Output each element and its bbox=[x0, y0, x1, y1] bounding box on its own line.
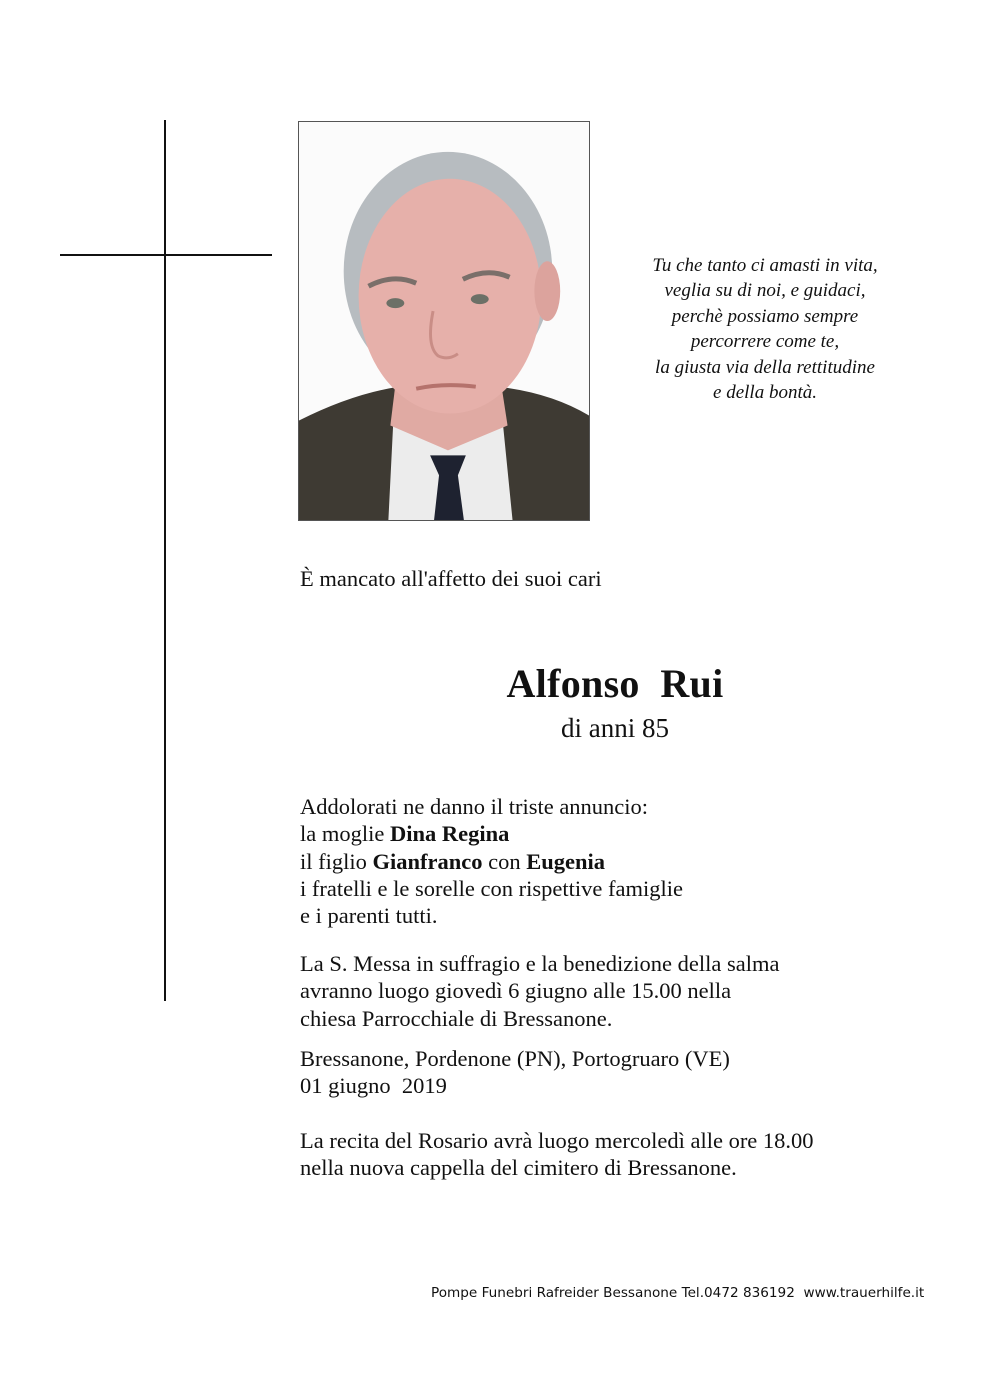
deceased-age: di anni 85 bbox=[561, 713, 669, 743]
wife-name: Dina Regina bbox=[389, 821, 510, 847]
intro-text: È mancato all'affetto dei suoi cari bbox=[300, 566, 602, 591]
date: 01 giugno 2019 bbox=[300, 1073, 447, 1099]
son-name: Gianfranco bbox=[372, 848, 483, 874]
announcement-line: i fratelli e le sorelle con rispettive famiglie bbox=[300, 875, 683, 901]
place-date-block bbox=[300, 1045, 730, 1100]
poem-line: veglia su di noi, e guidaci, bbox=[664, 280, 866, 302]
announcement-block bbox=[300, 793, 683, 929]
poem-line: e della bontà. bbox=[713, 382, 817, 404]
rosary-line: La recita del Rosario avrà luogo mercoledì alle ore 18.00 bbox=[300, 1128, 814, 1153]
memorial-poem bbox=[615, 253, 915, 405]
poem-line: la giusta via della rettitudine bbox=[655, 356, 875, 378]
mass-line: chiesa Parrocchiale di Bressanone. bbox=[300, 1005, 613, 1031]
mass-line: La S. Messa in suffragio e la benedizione della salma bbox=[300, 951, 780, 976]
poem-line: Tu che tanto ci amasti in vita, bbox=[652, 255, 878, 276]
son-conjunction: con bbox=[482, 848, 527, 874]
wife-prefix: la moglie bbox=[300, 821, 390, 847]
cross-vertical-bar bbox=[164, 120, 166, 1001]
announcement-line-son bbox=[300, 848, 683, 875]
portrait-photo-icon bbox=[299, 122, 589, 520]
portrait-photo bbox=[298, 121, 590, 521]
funeral-home-footer: Pompe Funebri Rafreider Bessanone Tel.0472 836192 www.trauerhilfe.it bbox=[431, 1285, 925, 1301]
announcement-line: e i parenti tutti. bbox=[300, 903, 438, 929]
poem-line: percorrere come te, bbox=[690, 331, 840, 353]
cross-horizontal-bar bbox=[60, 254, 272, 256]
places: Bressanone, Pordenone (PN), Portogruaro (VE) bbox=[300, 1046, 730, 1071]
announcement-line: Addolorati ne danno il triste annuncio: bbox=[300, 794, 649, 819]
poem-line: perchè possiamo sempre bbox=[671, 305, 859, 327]
rosary-line: nella nuova cappella del cimitero di Bressanone. bbox=[300, 1155, 737, 1181]
mass-line: avranno luogo giovedì 6 giugno alle 15.00 nella bbox=[300, 978, 732, 1004]
son-prefix: il figlio bbox=[300, 848, 373, 874]
announcement-line-wife bbox=[300, 820, 683, 847]
deceased-name: Alfonso Rui bbox=[506, 661, 724, 706]
rosary-block bbox=[300, 1127, 814, 1182]
mass-block bbox=[300, 950, 779, 1032]
daughter-in-law-name: Eugenia bbox=[526, 848, 606, 874]
